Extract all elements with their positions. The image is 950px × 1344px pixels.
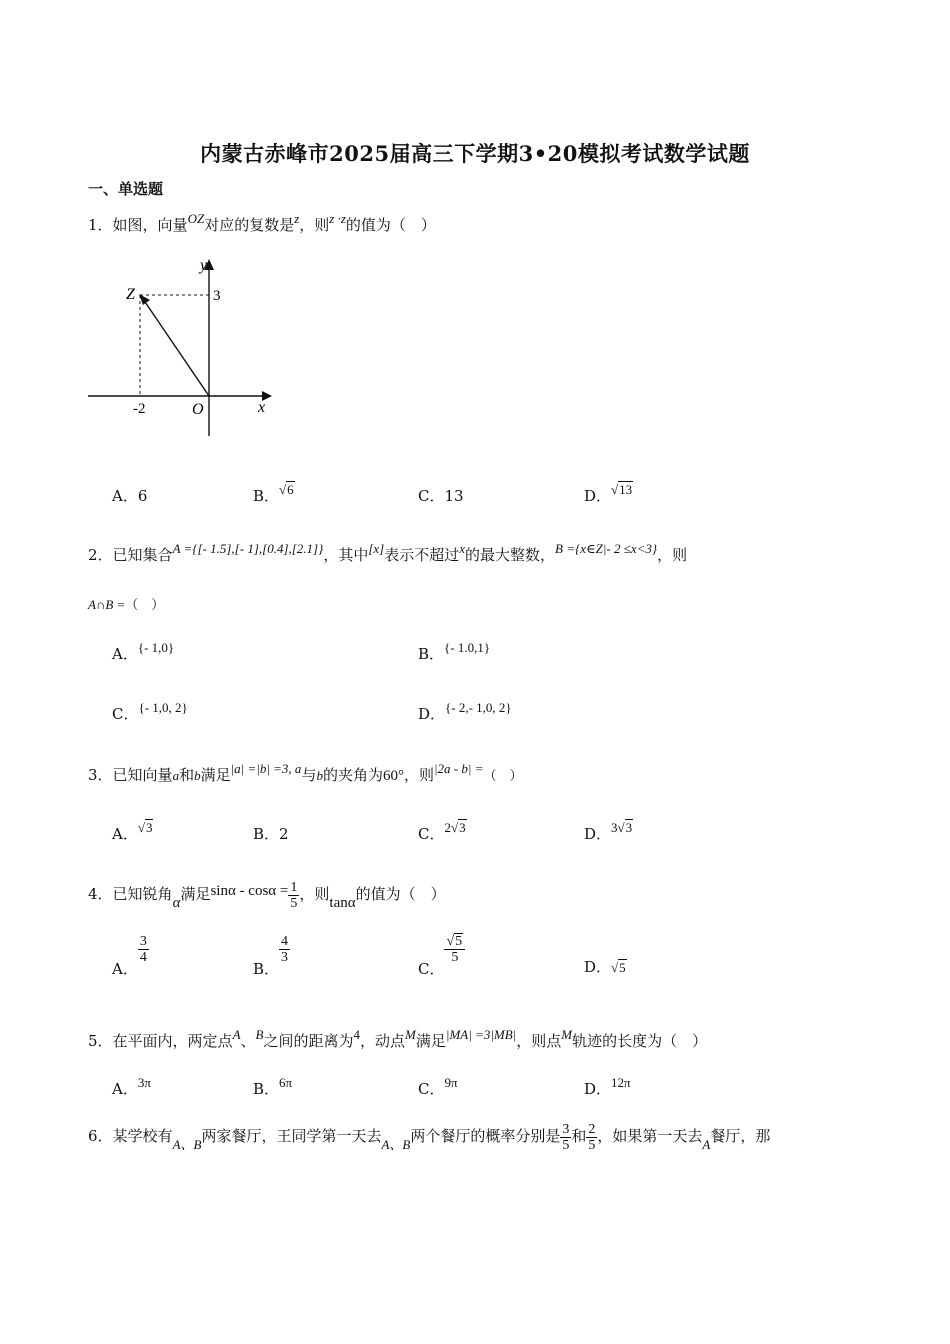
vector-b: b (194, 768, 201, 783)
sqrt-expression: 2√3 (444, 820, 466, 835)
sqrt-expression: √5 (611, 960, 626, 975)
origin-label: O (192, 401, 204, 418)
radicand: 5 (619, 960, 626, 975)
radicand: 13 (619, 482, 633, 497)
denominator: 5 (562, 1137, 570, 1153)
question-5 (88, 1027, 708, 1051)
q5-text: 满足 (415, 1032, 446, 1050)
q4-text: 的值为（ ） (355, 885, 446, 903)
q3-number: 3． (88, 766, 113, 784)
q5-text: 在平面内，两定点 (112, 1032, 233, 1050)
vector-oz (143, 299, 209, 396)
option-letter: D． (584, 1080, 612, 1098)
set-b: B ={x∈Z|- 2 ≤x<3} (555, 541, 658, 556)
option-letter: C． (418, 959, 445, 978)
option-value: 3π (137, 1075, 151, 1090)
fraction (444, 934, 465, 965)
coefficient: 2 (444, 820, 451, 835)
q5-option-a[interactable] (112, 1075, 151, 1099)
q6-text: 两个餐厅的概率分别是 (410, 1127, 561, 1145)
point-m: M (405, 1027, 416, 1042)
var-x: x (459, 541, 466, 556)
q3-text: 与 (301, 766, 317, 784)
q3-text: 的夹角为 (322, 766, 383, 784)
q1-text: ，则 (299, 216, 330, 234)
q4-number: 4． (88, 885, 113, 903)
q5-text: 之间的距离为 (263, 1032, 354, 1050)
q4-text: 满足 (180, 885, 211, 903)
numerator: 2 (588, 1121, 596, 1137)
option-letter: B． (253, 1080, 280, 1098)
q3-expression: |2a - b| = (433, 761, 484, 776)
q3-option-b[interactable]: B．2 (253, 825, 289, 843)
numerator: 1 (290, 879, 298, 895)
numerator: 3 (562, 1121, 570, 1137)
option-letter: A． (112, 645, 138, 663)
option-letter: D． (584, 825, 612, 843)
q3-text: （ ） (483, 769, 523, 784)
numerator: √5 (446, 934, 463, 949)
question-2 (88, 541, 688, 565)
option-value: {- 2,- 1,0, 2} (445, 700, 512, 715)
q2-option-b[interactable] (418, 640, 491, 664)
point-m: M (561, 1027, 573, 1042)
q3-text: ，则 (403, 766, 434, 784)
option-letter: B． (253, 487, 280, 505)
q3-text: 满足 (200, 766, 231, 784)
y-axis-label: y (200, 257, 208, 274)
option-letter: B． (253, 959, 280, 978)
fraction (586, 1122, 597, 1153)
q6-number: 6． (88, 1127, 113, 1145)
coefficient: 3 (611, 820, 618, 835)
q2-option-d[interactable] (418, 700, 512, 724)
q1-vector-oz: OZ (187, 211, 205, 226)
q1-number: 1． (88, 216, 113, 234)
question-6 (88, 1118, 770, 1155)
angle-value: 60° (382, 768, 404, 784)
radicand: 5 (455, 934, 463, 949)
option-letter: A． (112, 825, 138, 843)
q4-option-d[interactable] (584, 956, 627, 977)
q5-text: ，则点 (516, 1032, 562, 1050)
option-value: {- 1,0, 2} (138, 700, 188, 715)
q1-option-b[interactable] (253, 482, 295, 506)
sqrt-expression: 3√3 (611, 820, 633, 835)
q5-condition: |MA| =3|MB| (445, 1027, 517, 1042)
q4-option-c[interactable] (418, 934, 465, 978)
tick-label-y: 3 (213, 288, 221, 304)
q4-option-a[interactable] (112, 934, 149, 978)
question-4 (88, 876, 446, 913)
intersection-expr: A∩B = (88, 597, 126, 612)
q1-z: z (294, 211, 300, 226)
q4-text: 已知锐角 (112, 885, 173, 903)
option-value: 9π (444, 1075, 458, 1090)
q2-text: ，则 (657, 546, 688, 564)
numerator: 4 (281, 934, 289, 949)
section-heading: 一、单选题 (88, 180, 164, 198)
q4-text: ，则 (299, 885, 330, 903)
q2-text: 表示不超过 (384, 546, 460, 564)
q3-option-a[interactable] (112, 820, 153, 844)
radicand: 3 (145, 820, 153, 835)
fraction (138, 934, 149, 965)
q3-text: 和 (179, 766, 195, 784)
q6-text: 两家餐厅，王同学第一天去 (201, 1127, 382, 1145)
denominator: 5 (588, 1137, 596, 1153)
denominator: 5 (444, 949, 465, 965)
q3-text: 已知向量 (112, 766, 173, 784)
denominator: 5 (290, 895, 298, 911)
option-value: 12π (611, 1075, 631, 1090)
q3-condition: |a| =|b| =3, a (230, 761, 302, 776)
option-value: {- 1,0} (137, 640, 175, 655)
fraction (560, 1122, 571, 1153)
point-b: B (255, 1027, 264, 1042)
q4-expression: sinα - cosα = (210, 883, 289, 899)
q1-text: 如图，向量 (112, 216, 188, 234)
vector-b: b (316, 768, 323, 783)
restaurants-ab: A、B (381, 1137, 411, 1152)
q2-number: 2． (88, 546, 113, 564)
q1-z-product: z ·z (329, 211, 346, 226)
sqrt-expression: √3 (137, 820, 153, 835)
option-letter: D． (584, 487, 612, 505)
point-a: A (232, 1027, 241, 1042)
q3-option-d[interactable] (584, 820, 633, 844)
tan-alpha: tanα (329, 895, 356, 911)
point-z-label: Z (126, 286, 135, 303)
option-value: 6π (279, 1075, 293, 1090)
q5-option-b[interactable] (253, 1075, 293, 1099)
q6-text: 某学校有 (112, 1127, 173, 1145)
q5-text: ，动点 (360, 1032, 406, 1050)
q2-text: （ ） (125, 598, 165, 613)
option-letter: C． (112, 705, 139, 723)
vector-a: a (172, 768, 180, 783)
q5-number: 5． (88, 1032, 113, 1050)
question-2-line2 (88, 594, 164, 613)
q5-text: 轨迹的长度为（ ） (572, 1032, 708, 1050)
option-letter: C． (418, 1080, 445, 1098)
vector-arrowhead-icon (139, 294, 150, 305)
page-title: 内蒙古赤峰市2025届高三下学期3•20模拟考试数学试题 (200, 141, 750, 166)
tick-label-x: -2 (133, 401, 146, 417)
q6-text: ，如果第一天去 (597, 1127, 703, 1145)
q2-text: 的最大整数， (465, 546, 556, 564)
fraction (279, 934, 290, 965)
restaurant-a: A (702, 1137, 711, 1152)
option-value: {- 1.0,1} (444, 640, 491, 655)
option-letter: D． (584, 958, 612, 976)
distance-value: 4 (353, 1027, 360, 1042)
alpha: α (172, 895, 181, 911)
q6-text: 餐厅，那 (710, 1127, 771, 1145)
option-letter: B． (418, 645, 445, 663)
option-letter: A． (112, 959, 138, 978)
numerator: 3 (139, 934, 147, 949)
q2-option-c[interactable] (112, 700, 188, 724)
radicand: 3 (459, 820, 466, 835)
q2-option-a[interactable] (112, 640, 175, 664)
q1-option-c[interactable]: C．13 (418, 487, 464, 505)
q5-option-d[interactable] (584, 1075, 631, 1099)
q1-figure (80, 250, 280, 445)
question-3 (88, 761, 523, 785)
question-1 (88, 211, 436, 235)
restaurants-ab: A、B (172, 1137, 202, 1152)
q1-option-d[interactable] (584, 482, 633, 506)
q6-text: 和 (571, 1127, 587, 1145)
sqrt-expression: √6 (279, 482, 294, 497)
radicand: 6 (287, 482, 294, 497)
sqrt-expression: √13 (611, 482, 633, 497)
denominator: 4 (139, 950, 147, 965)
q1-text: 对应的复数是 (204, 216, 295, 234)
option-letter: A． (112, 1080, 138, 1098)
denominator: 3 (281, 950, 289, 965)
x-axis-label: x (258, 399, 266, 416)
q5-option-c[interactable] (418, 1075, 458, 1099)
option-letter: D． (418, 705, 446, 723)
q1-text: 的值为（ ） (345, 216, 436, 234)
radicand: 3 (625, 820, 633, 835)
floor-x: [x] (368, 541, 385, 556)
set-a: A ={[- 1.5],[- 1],[0.4],[2.1]} (172, 541, 324, 556)
q2-text: ，其中 (323, 546, 369, 564)
q3-option-c[interactable] (418, 820, 467, 844)
q4-option-b[interactable] (253, 934, 290, 978)
option-letter: C． (418, 825, 445, 843)
q2-text: 已知集合 (112, 546, 173, 564)
fraction (288, 880, 299, 911)
q5-text: 、 (240, 1032, 256, 1050)
q1-option-a[interactable]: A．6 (112, 487, 148, 505)
